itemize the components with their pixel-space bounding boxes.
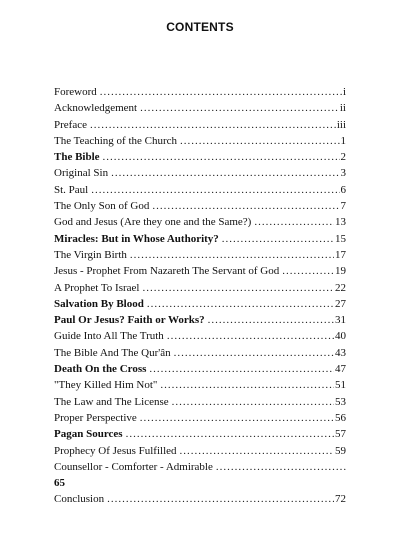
toc-entry-page: 19 [335,265,346,278]
toc-entry-salvation-by-blood[interactable] [54,296,346,312]
toc-entry-counsellor-comforter-admirable[interactable] [54,459,346,492]
dot-leader [174,345,334,361]
dot-leader [103,149,340,165]
toc-entry-conclusion[interactable] [54,491,346,507]
dot-leader [140,100,339,116]
toc-entry-label: Jesus - Prophet From Nazareth The Servant of God [54,265,280,278]
toc-entry-label: The Bible And The Qur'ân [54,346,171,359]
toc-entry-label: God and Jesus (Are they one and the Same?) [54,216,252,229]
dot-leader [126,426,334,442]
toc-entry-pagan-sources[interactable] [54,426,346,442]
toc-entry-miracles[interactable] [54,231,346,247]
dot-leader [90,117,336,133]
dot-leader [143,280,335,296]
toc-entry-st-paul[interactable] [54,182,346,198]
toc-entry-label: Preface [54,118,87,131]
dot-leader [152,198,339,214]
dot-leader [254,214,334,230]
toc-entry-page: 15 [335,232,346,245]
toc-entry-label: Death On the Cross [54,363,147,376]
toc-entry-page: 51 [335,379,346,392]
toc-entry-page: 7 [340,200,346,213]
toc-entry-proper-perspective[interactable] [54,410,346,426]
toc-entry-page: 3 [340,167,346,180]
toc-entry-original-sin[interactable] [54,165,346,181]
dot-leader [216,459,346,475]
toc-entry-page: 43 [335,346,346,359]
toc-entry-prophet-to-israel[interactable] [54,280,346,296]
toc-entry-page: 13 [335,216,346,229]
toc-entry-label: Proper Perspective [54,411,137,424]
toc-entry-jesus-prophet-from-nazareth[interactable] [54,263,346,279]
dot-leader [167,328,334,344]
toc-entry-page: 59 [335,444,346,457]
toc-entry-label: A Prophet To Israel [54,281,140,294]
dot-leader [107,491,334,507]
toc-entry-bible-and-quran[interactable] [54,345,346,361]
dot-leader [111,165,339,181]
toc-entry-virgin-birth[interactable] [54,247,346,263]
toc-entry-page: 22 [335,281,346,294]
toc-entry-page: 57 [335,428,346,441]
toc-entry-page: ii [339,102,346,115]
dot-leader [147,296,334,312]
toc-entry-acknowledgement[interactable] [54,100,346,116]
dot-leader [208,312,334,328]
toc-entry-preface[interactable] [54,117,346,133]
toc-entry-label: Original Sin [54,167,109,180]
toc-entry-label: The Bible [54,151,100,164]
toc-entry-page: 2 [340,151,346,164]
toc-entry-page: 72 [335,493,346,506]
toc-entry-page: iii [336,118,346,131]
dot-leader [160,377,334,393]
toc-entry-label: The Law and The License [54,395,169,408]
toc-entry-label: St. Paul [54,183,89,196]
toc-entry-page: i [342,86,346,98]
dot-leader [140,410,334,426]
toc-entry-page: 65 [54,477,65,490]
toc-entry-they-killed-him-not[interactable] [54,377,346,393]
page-title: CONTENTS [166,20,234,34]
toc-entry-paul-or-jesus[interactable] [54,312,346,328]
toc-entry-page: 56 [335,411,346,424]
dot-leader [91,182,339,198]
toc-entry-label: Counsellor - Comforter - Admirable [54,460,213,473]
dot-leader [130,247,334,263]
dot-leader [282,263,334,279]
dot-leader [149,361,334,377]
toc-entry-page: 27 [335,297,346,310]
toc-entry-prophecy-of-jesus-fulfilled[interactable] [54,443,346,459]
toc-entry-law-and-license[interactable] [54,394,346,410]
toc-entry-page: 6 [340,183,346,196]
toc-entry-label: The Virgin Birth [54,248,127,261]
toc-entry-first-line [54,459,346,475]
toc-entry-label: Prophecy Of Jesus Fulfilled [54,444,177,457]
toc-entry-label: The Teaching of the Church [54,134,178,147]
table-of-contents [54,84,346,508]
dot-leader [180,133,339,149]
toc-entry-page: 47 [335,363,346,376]
dot-leader [172,394,334,410]
toc-entry-label: "They Killed Him Not" [54,379,158,392]
dot-leader [180,443,334,459]
toc-entry-label: Paul Or Jesus? Faith or Works? [54,314,205,327]
toc-entry-page: 17 [335,248,346,261]
toc-entry-the-bible[interactable] [54,149,346,165]
toc-entry-label: Guide Into All The Truth [54,330,164,343]
toc-entry-label: Pagan Sources [54,428,123,441]
toc-entry-god-and-jesus[interactable] [54,214,346,230]
dot-leader [100,84,342,100]
toc-entry-label: The Only Son of God [54,200,150,213]
toc-entry-label: Foreword [54,86,97,98]
toc-entry-death-on-the-cross[interactable] [54,361,346,377]
toc-entry-page: 31 [335,314,346,327]
toc-entry-teaching-of-the-church[interactable] [54,133,346,149]
dot-leader [222,231,334,247]
toc-entry-only-son-of-god[interactable] [54,198,346,214]
toc-entry-page: 40 [335,330,346,343]
toc-entry-guide-into-all-the-truth[interactable] [54,328,346,344]
toc-entry-label: Miracles: But in Whose Authority? [54,232,219,245]
toc-entry-foreword[interactable] [54,84,346,100]
toc-entry-page: 53 [335,395,346,408]
toc-entry-label: Acknowledgement [54,102,138,115]
toc-entry-label: Salvation By Blood [54,297,144,310]
toc-entry-page: 1 [340,134,346,147]
toc-entry-label: Conclusion [54,493,105,506]
